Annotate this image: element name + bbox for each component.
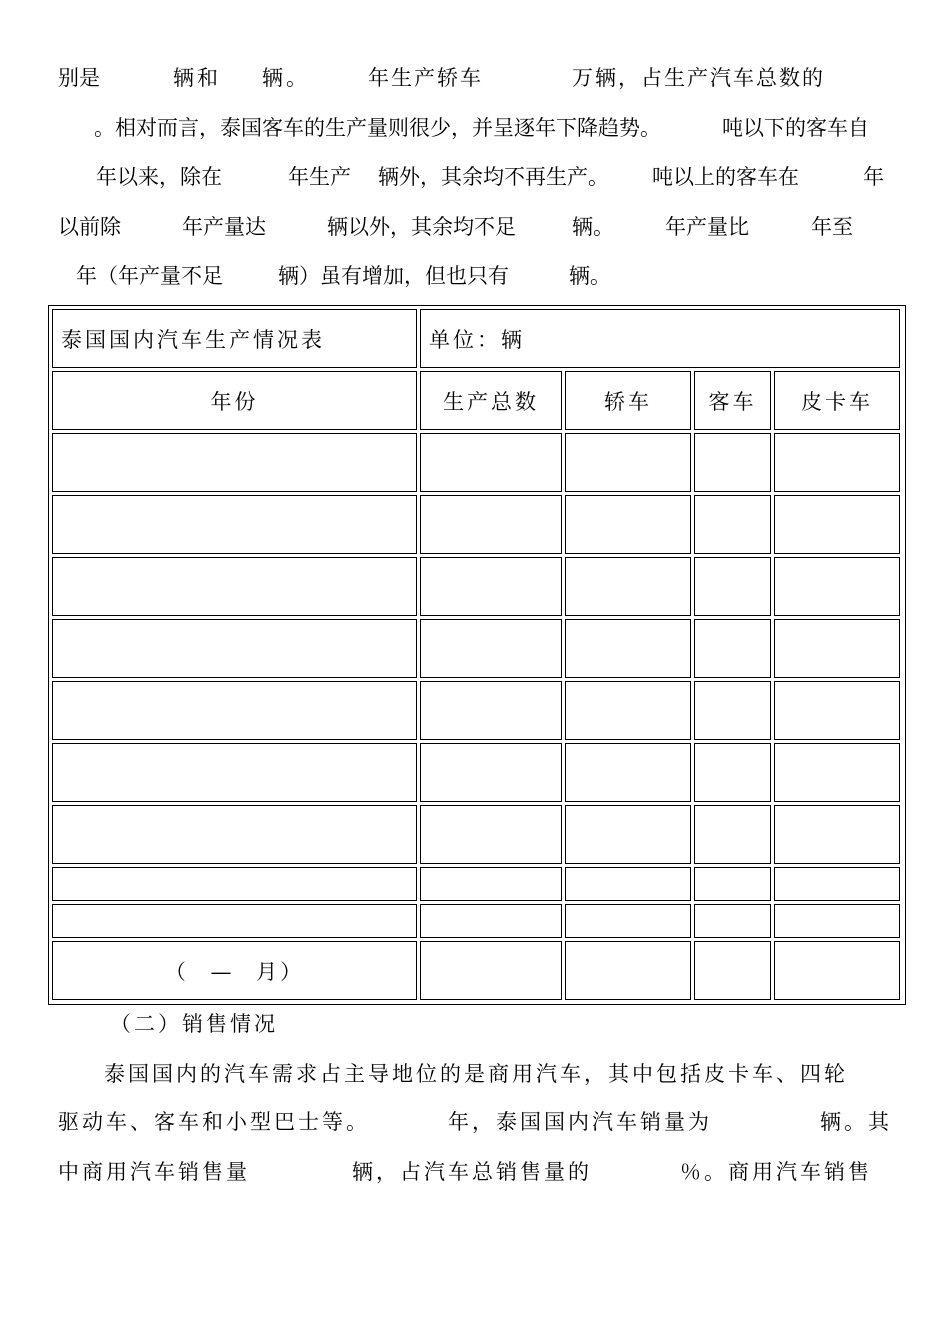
table-cell xyxy=(420,904,562,938)
table-cell xyxy=(420,495,562,554)
table-cell xyxy=(774,743,900,802)
header-bus: 客车 xyxy=(694,371,771,430)
text-fragment: 辆。 xyxy=(569,264,611,288)
table-cell xyxy=(565,619,691,678)
text-fragment: 万辆，占生产汽车总数的 xyxy=(572,66,825,90)
text-fragment: 年（年产量不足 xyxy=(76,264,223,288)
table-cell xyxy=(565,904,691,938)
header-total: 生产总数 xyxy=(420,371,562,430)
text-fragment: 年生产 xyxy=(288,165,351,189)
table-cell xyxy=(420,619,562,678)
table-cell xyxy=(565,433,691,492)
table-cell xyxy=(774,495,900,554)
header-sedan: 轿车 xyxy=(565,371,691,430)
table-cell xyxy=(694,805,771,864)
table-cell xyxy=(52,867,417,901)
table-cell xyxy=(565,743,691,802)
text-fragment: 年至 xyxy=(811,215,853,239)
text-fragment: 年产量达 xyxy=(182,215,266,239)
table-cell xyxy=(52,805,417,864)
table-cell xyxy=(420,557,562,616)
table-cell xyxy=(694,904,771,938)
text-fragment: 别是 xyxy=(58,66,100,90)
table-cell xyxy=(420,743,562,802)
table-cell xyxy=(565,681,691,740)
header-pickup: 皮卡车 xyxy=(774,371,900,430)
table-cell xyxy=(694,495,771,554)
text-fragment: 驱动车、客车和小型巴士等。 xyxy=(58,1110,370,1134)
table-cell xyxy=(52,743,417,802)
text-fragment: 年，泰国国内汽车销量为 xyxy=(448,1110,712,1134)
text-fragment: 吨以下的客车自 xyxy=(722,116,869,140)
table-cell xyxy=(565,557,691,616)
text-fragment: 以前除 xyxy=(58,215,121,239)
table-cell xyxy=(694,681,771,740)
table-cell xyxy=(694,867,771,901)
text-fragment: 辆和 xyxy=(173,66,221,90)
table-cell xyxy=(52,495,417,554)
table-cell xyxy=(774,805,900,864)
text-fragment: 辆。 xyxy=(572,215,614,239)
table-cell xyxy=(420,433,562,492)
text-fragment: 年以来，除在 xyxy=(96,165,222,189)
table-cell xyxy=(774,941,900,1000)
table-cell xyxy=(774,557,900,616)
table-cell xyxy=(52,557,417,616)
table-cell xyxy=(52,619,417,678)
table-cell-period: （ — 月） xyxy=(52,941,417,1000)
text-fragment: 年生产轿车 xyxy=(368,66,483,90)
text-fragment: 吨以上的客车在 xyxy=(652,165,799,189)
table-cell xyxy=(694,433,771,492)
table-cell xyxy=(565,941,691,1000)
table-cell xyxy=(774,619,900,678)
table-cell xyxy=(774,904,900,938)
table-cell xyxy=(420,941,562,1000)
text-fragment: 辆。 xyxy=(262,66,310,90)
table-cell xyxy=(52,433,417,492)
text-fragment: ％。商用汽车销售 xyxy=(680,1160,872,1184)
text-fragment: 辆以外，其余均不足 xyxy=(327,215,516,239)
production-table xyxy=(48,305,906,1005)
header-year: 年份 xyxy=(52,371,417,430)
table-cell xyxy=(52,681,417,740)
table-cell xyxy=(420,867,562,901)
table-cell xyxy=(694,619,771,678)
table-cell xyxy=(694,743,771,802)
table-cell xyxy=(774,867,900,901)
table-title: 泰国国内汽车生产情况表 xyxy=(52,309,417,368)
table-unit: 单位：辆 xyxy=(420,309,900,368)
table-cell xyxy=(694,941,771,1000)
table-cell xyxy=(565,495,691,554)
text-fragment: 年 xyxy=(863,165,884,189)
text-fragment: 辆外，其余均不再生产。 xyxy=(378,165,609,189)
text-fragment: 。相对而言，泰国客车的生产量则很少，并呈逐年下降趋势。 xyxy=(94,116,661,140)
table-cell xyxy=(420,805,562,864)
text-fragment: 辆）虽有增加，但也只有 xyxy=(278,264,509,288)
text-fragment: 辆，占汽车总销售量的 xyxy=(352,1160,592,1184)
table-cell xyxy=(52,904,417,938)
section-heading-text: （二）销售情况 xyxy=(110,1012,278,1036)
text-fragment: 泰国国内的汽车需求占主导地位的是商用汽车，其中包括皮卡车、四轮 xyxy=(104,1062,848,1086)
text-fragment: 年产量比 xyxy=(665,215,749,239)
text-fragment: 中商用汽车销售量 xyxy=(58,1160,250,1184)
table-cell xyxy=(565,867,691,901)
table-cell xyxy=(774,433,900,492)
table-cell xyxy=(565,805,691,864)
table-cell xyxy=(694,557,771,616)
table-cell xyxy=(420,681,562,740)
text-fragment: 辆。其 xyxy=(820,1110,892,1134)
table-cell xyxy=(774,681,900,740)
